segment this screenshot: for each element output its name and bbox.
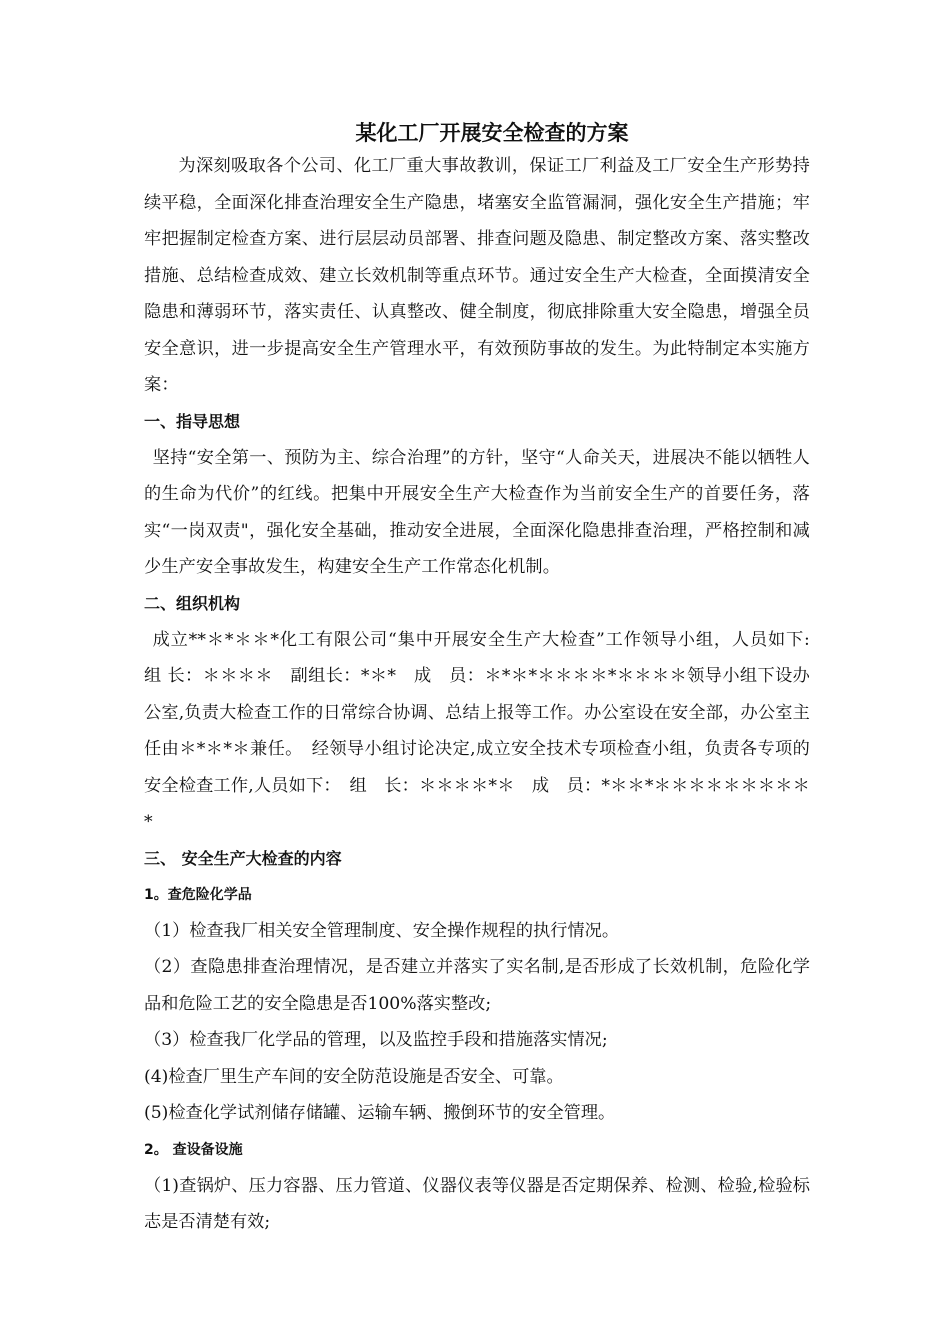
section-heading-content: 三、 安全生产大检查的内容 (144, 848, 342, 868)
list-item: （3）检查我厂化学品的管理，以及监控手段和措施落实情况; (144, 1030, 608, 1050)
list-item: （2）查隐患排查治理情况，是否建立并落实了实名制,是否形成了长效机制，危险化学品和危险工艺的安全隐患是否100%落实整改; (144, 957, 810, 1014)
section-body-guiding: 坚持“安全第一、预防为主、综合治理”的方针，坚守“人命关天，进展决不能以牺牲人的生命为代价”的红线。把集中开展安全生产大检查作为当前安全生产的首要任务，落实“一岗双责"，强化安全基础，推动安全进展，全面深化隐患排查治理，严格控制和减少生产安全事故发生，构建安全生产工作常态化机制。 (144, 447, 810, 577)
subsection-heading-equipment: 2。 查设备设施 (144, 1141, 243, 1158)
section-heading-organization: 二、组织机构 (144, 593, 241, 613)
document-title: 某化工厂开展安全检查的方案 (355, 121, 629, 145)
document-page (144, 118, 828, 1241)
list-item: (5)检查化学试剂储存储罐、运输车辆、搬倒环节的安全管理。 (144, 1103, 616, 1123)
list-item: （1）检查我厂相关安全管理制度、安全操作规程的执行情况。 (144, 920, 620, 941)
list-item: （1)查锅炉、压力容器、压力管道、仪器仪表等仪器是否定期保养、检测、检验,检验标志是否清楚有效; (144, 1175, 810, 1232)
intro-paragraph: 为深刻吸取各个公司、化工厂重大事故教训，保证工厂利益及工厂安全生产形势持续平稳，全面深化排查治理安全生产隐患，堵塞安全监管漏洞，强化安全生产措施；牢牢把握制定检查方案、进行层层动员部署、排查问题及隐患、制定整改方案、落实整改措施、总结检查成效、建立长效机制等重点环节。通过安全生产大检查，全面摸清安全隐患和薄弱环节，落实责任、认真整改、健全制度，彻底排除重大安全隐患，增强全员安全意识，进一步提高安全生产管理水平，有效预防事故的发生。为此特制定本实施方案： (144, 156, 810, 395)
list-item: (4)检查厂里生产车间的安全防范设施是否安全、可靠。 (144, 1066, 564, 1087)
section-body-organization: 成立**＊*＊＊*化工有限公司“集中开展安全生产大检查”工作领导小组，人员如下: 组 长：＊＊＊＊ 副组长：*＊* 成 员：＊*＊*＊＊＊＊*＊＊＊＊领导小组下设办公室,负责大检查工作的日常综合协调、总结上报等工作。办公室设在安全部，办公室主任由＊*＊*＊兼任。 经领导小组讨论决定,成立安全技术专项检查小组，负责各专项的安全检查工作,人员如下： 组 长：＊＊＊＊*＊ 成 员：*＊＊*＊＊＊＊＊＊＊＊＊* (144, 629, 828, 832)
section-heading-guiding: 一、指导思想 (144, 411, 241, 431)
subsection-heading-chemicals: 1。查危险化学品 (144, 886, 252, 903)
